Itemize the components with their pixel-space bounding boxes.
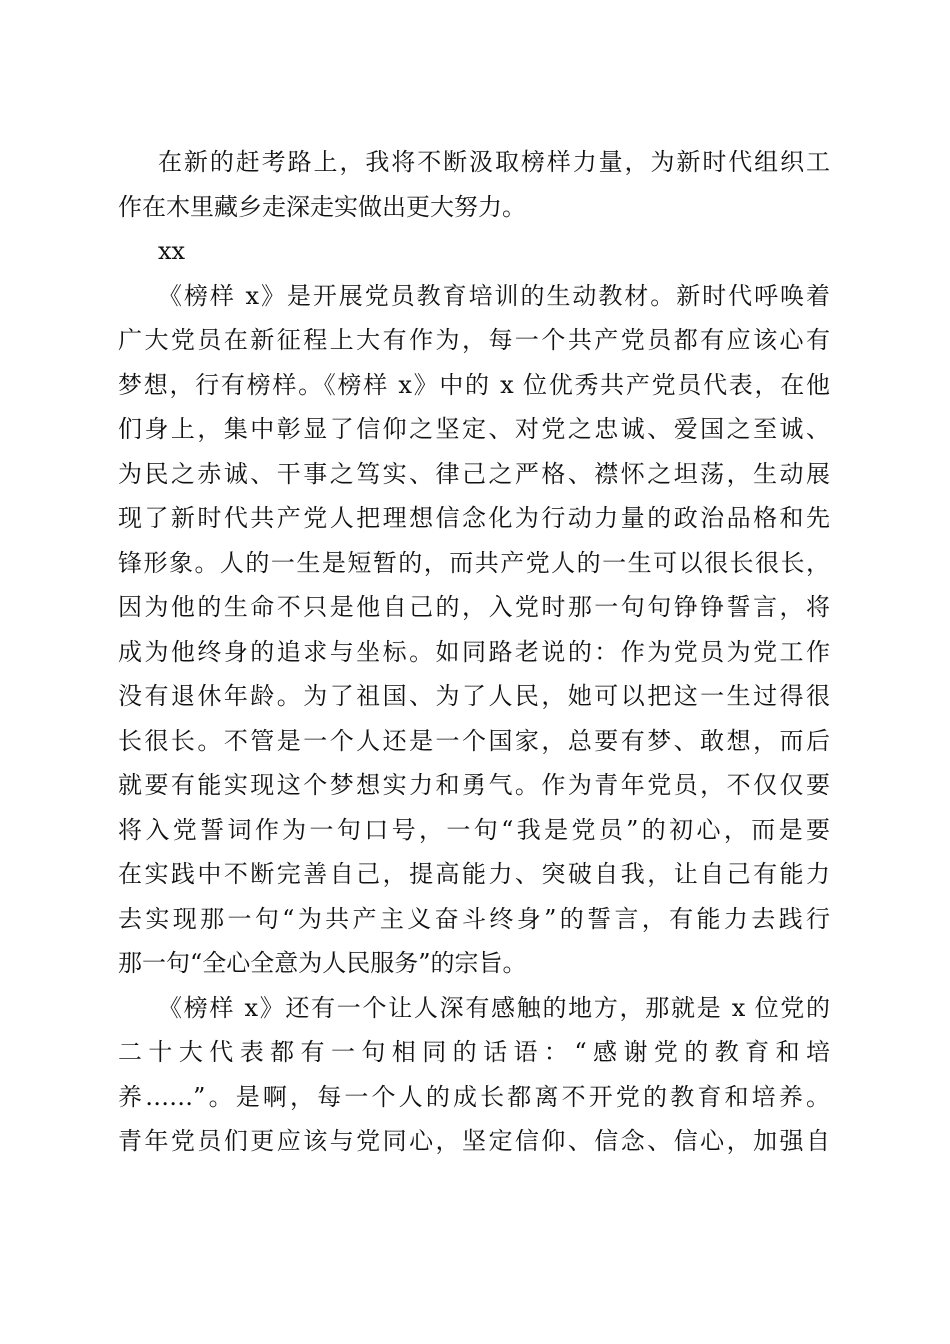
text-line: 《榜样 x》是开展党员教育培训的生动教材。新时代呼唤着 bbox=[158, 281, 830, 310]
text-line: 就要有能实现这个梦想实力和勇气。作为青年党员，不仅仅要 bbox=[118, 771, 830, 799]
text-line: 成为他终身的追求与坐标。如同路老说的：作为党员为党工作 bbox=[118, 637, 830, 666]
text-line: 《榜样 x》还有一个让人深有感触的地方，那就是 x 位党的 bbox=[158, 993, 830, 1022]
paragraph-2 bbox=[118, 229, 830, 274]
text-line: 去实现那一句“为共产主义奋斗终身”的誓言，有能力去践行 bbox=[118, 904, 830, 933]
paragraph-3 bbox=[118, 274, 830, 986]
text-line: 将入党誓词作为一句口号，一句“我是党员”的初心，而是要 bbox=[118, 815, 830, 844]
text-line: 那一句“全心全意为人民服务”的宗旨。 bbox=[118, 949, 527, 977]
paragraph-4 bbox=[118, 986, 830, 1164]
text-line: 们身上，集中彰显了信仰之坚定、对党之忠诚、爱国之至诚、 bbox=[118, 415, 830, 443]
text-line: 现了新时代共产党人把理想信念化为行动力量的政治品格和先 bbox=[118, 504, 830, 532]
text-line: 梦想，行有榜样。《榜样 x》中的 x 位优秀共产党员代表，在他 bbox=[118, 370, 830, 399]
paragraph-1 bbox=[118, 140, 830, 229]
text-line: 因为他的生命不只是他自己的，入党时那一句句铮铮誓言，将 bbox=[118, 593, 830, 621]
text-line: 作在木里藏乡走深走实做出更大努力。 bbox=[118, 192, 526, 221]
text-line: 养……”。是啊，每一个人的成长都离不开党的教育和培养。 bbox=[118, 1082, 830, 1111]
text-line: xx bbox=[158, 237, 186, 265]
text-line: 青年党员们更应该与党同心，坚定信仰、信念、信心，加强自 bbox=[118, 1127, 830, 1155]
text-line: 在新的赶考路上，我将不断汲取榜样力量，为新时代组织工 bbox=[158, 148, 830, 176]
text-line: 没有退休年龄。为了祖国、为了人民，她可以把这一生过得很 bbox=[118, 682, 830, 710]
text-line: 在实践中不断完善自己，提高能力、突破自我，让自己有能力 bbox=[118, 860, 830, 888]
text-line: 长很长。不管是一个人还是一个国家，总要有梦、敢想，而后 bbox=[118, 726, 830, 755]
document-body bbox=[118, 140, 830, 1164]
text-line: 二十大代表都有一句相同的话语：“感谢党的教育和培 bbox=[118, 1038, 830, 1066]
text-line: 广大党员在新征程上大有作为，每一个共产党员都有应该心有 bbox=[118, 326, 830, 354]
text-line: 为民之赤诚、干事之笃实、律己之严格、襟怀之坦荡，生动展 bbox=[118, 459, 830, 488]
text-line: 锋形象。人的一生是短暂的，而共产党人的一生可以很长很长， bbox=[118, 548, 830, 577]
